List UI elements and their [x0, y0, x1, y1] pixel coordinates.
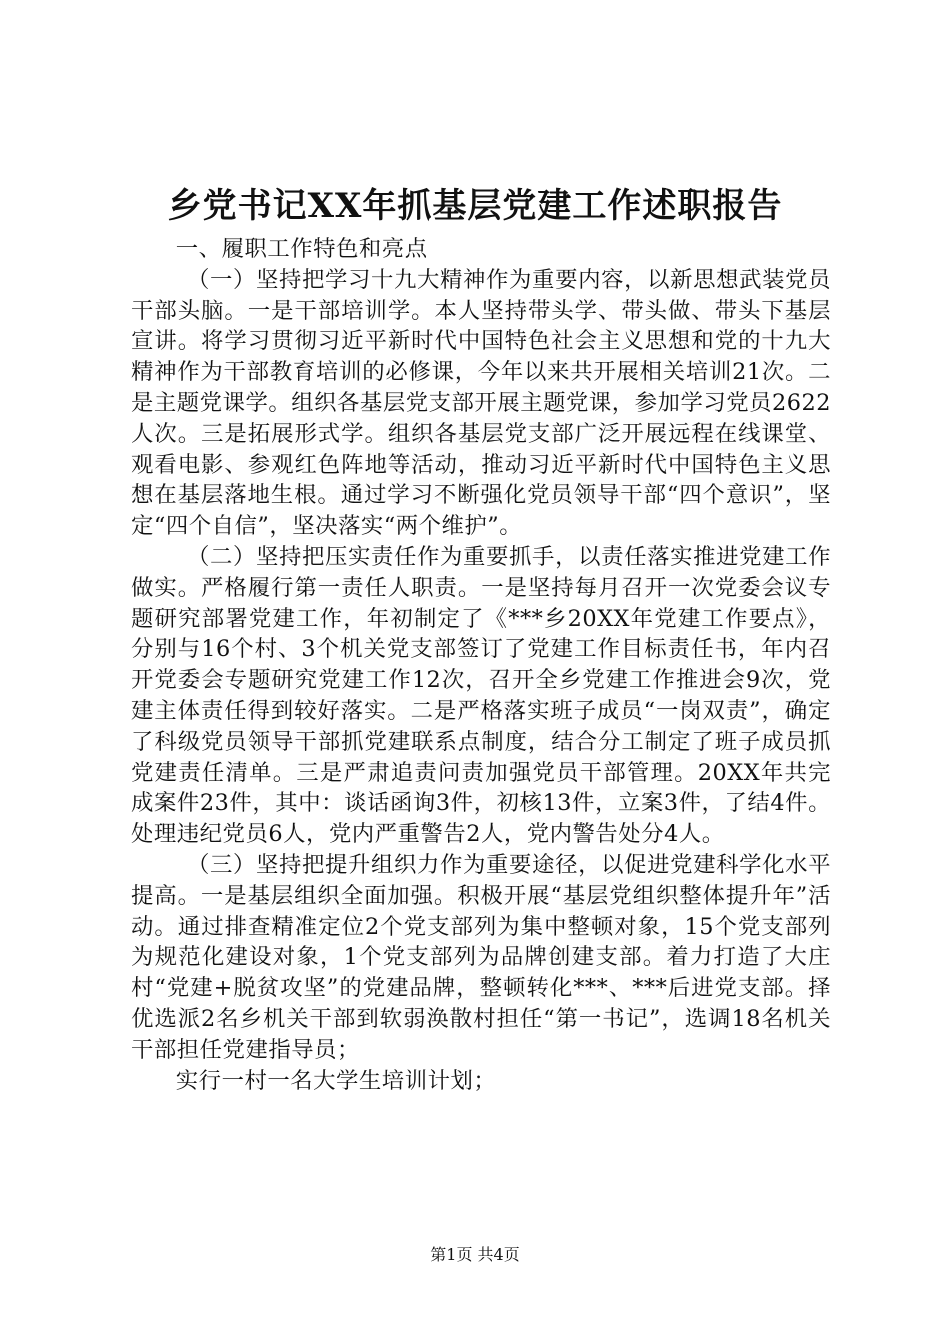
paragraph-1: （一）坚持把学习十九大精神作为重要内容，以新思想武装党员干部头脑。一是干部培训学。本人坚持带头学、带头做、带头下基层宣讲。将学习贯彻习近平新时代中国特色社会主义思想和党的十九大精神作为干部教育培训的必修课，今年以来共开展相关培训21次。二是主题党课学。组织各基层党支部开展主题党课，参加学习党员2622人次。三是拓展形式学。组织各基层党支部广泛开展远程在线课堂、观看电影、参观红色阵地等活动，推动习近平新时代中国特色主义思想在基层落地生根。通过学习不断强化党员领导干部“四个意识”，坚定“四个自信”，坚决落实“两个维护”。	[131, 266, 831, 540]
document-title: 乡党书记XX年抓基层党建工作述职报告	[167, 186, 783, 226]
paragraph-4: 实行一村一名大学生培训计划；	[175, 1067, 497, 1094]
paragraph-3: （三）坚持把提升组织力作为重要途径，以促进党建科学化水平提高。一是基层组织全面加强。积极开展“基层党组织整体提升年”活动。通过排查精准定位2个党支部列为集中整顿对象，15个党支部列为规范化建设对象，1个党支部列为品牌创建支部。着力打造了大庄村“党建+脱贫攻坚”的党建品牌，整顿转化***、***后进党支部。择优选派2名乡机关干部到软弱涣散村担任“第一书记”，选调18名机关干部担任党建指导员；	[131, 851, 831, 1063]
section-heading: 一、履职工作特色和亮点	[175, 236, 428, 262]
document-body	[131, 234, 831, 1096]
paragraph-2: （二）坚持把压实责任作为重要抓手，以责任落实推进党建工作做实。严格履行第一责任人职责。一是坚持每月召开一次党委会议专题研究部署党建工作，年初制定了《***乡20XX年党建工作要点》，分别与16个村、3个机关党支部签订了党建工作目标责任书，年内召开党委会专题研究党建工作12次，召开全乡党建工作推进会9次，党建主体责任得到较好落实。二是严格落实班子成员“一岗双责”，确定了科级党员领导干部抓党建联系点制度，结合分工制定了班子成员抓党建责任清单。三是严肃追责问责加强党员干部管理。20XX年共完成案件23件，其中：谈话函询3件，初核13件，立案3件，了结4件。处理违纪党员6人，党内严重警告2人，党内警告处分4人。	[131, 543, 831, 848]
page-footer: 第1页 共4页	[430, 1245, 520, 1264]
